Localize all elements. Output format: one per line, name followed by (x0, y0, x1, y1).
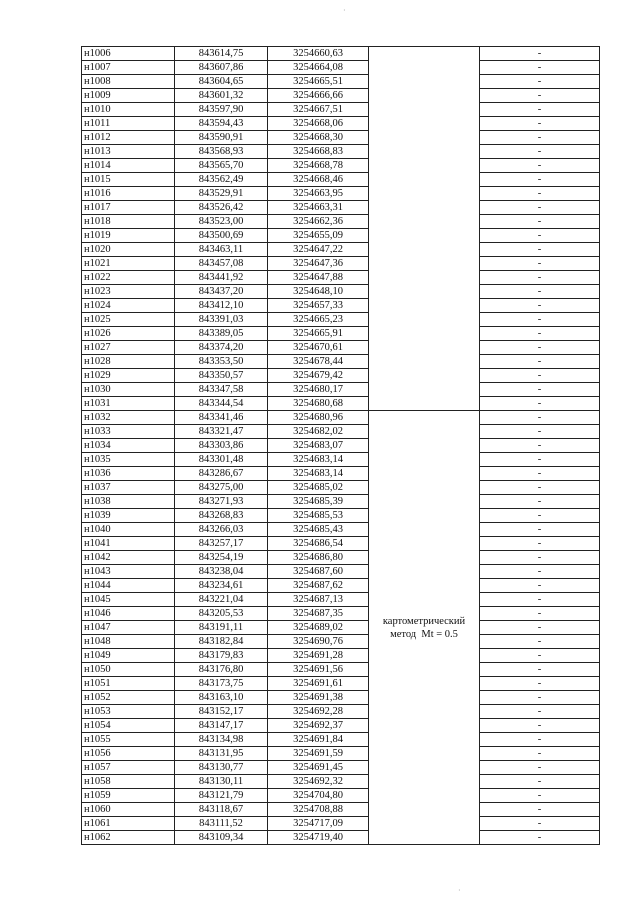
coord-x-cell: 843234,61 (175, 579, 268, 593)
coord-x-cell: 843152,17 (175, 705, 268, 719)
coord-x-cell: 843130,77 (175, 761, 268, 775)
coord-x-cell: 843529,91 (175, 187, 268, 201)
point-name-cell: н1040 (82, 523, 175, 537)
point-name-cell: н1026 (82, 327, 175, 341)
coord-y-cell: 3254685,39 (268, 495, 369, 509)
point-name-cell: н1048 (82, 635, 175, 649)
note-cell: - (480, 75, 600, 89)
note-cell: - (480, 369, 600, 383)
point-name-cell: н1042 (82, 551, 175, 565)
table-row (82, 593, 600, 607)
note-cell: - (480, 411, 600, 425)
coord-x-cell: 843341,46 (175, 411, 268, 425)
coord-x-cell: 843271,93 (175, 495, 268, 509)
note-cell: - (480, 327, 600, 341)
coord-x-cell: 843347,58 (175, 383, 268, 397)
coord-x-cell: 843179,83 (175, 649, 268, 663)
point-name-cell: н1037 (82, 481, 175, 495)
coord-x-cell: 843463,11 (175, 243, 268, 257)
coord-y-cell: 3254660,63 (268, 47, 369, 61)
table-row (82, 411, 600, 425)
note-cell: - (480, 173, 600, 187)
coord-x-cell: 843118,67 (175, 803, 268, 817)
point-name-cell: н1031 (82, 397, 175, 411)
coord-y-cell: 3254687,35 (268, 607, 369, 621)
coord-y-cell: 3254668,06 (268, 117, 369, 131)
note-cell: - (480, 635, 600, 649)
table-row (82, 103, 600, 117)
note-cell: - (480, 565, 600, 579)
coord-y-cell: 3254680,68 (268, 397, 369, 411)
note-cell: - (480, 495, 600, 509)
note-cell: - (480, 229, 600, 243)
note-cell: - (480, 719, 600, 733)
table-row (82, 327, 600, 341)
coord-x-cell: 843391,03 (175, 313, 268, 327)
table-row (82, 509, 600, 523)
note-cell: - (480, 607, 600, 621)
note-cell: - (480, 299, 600, 313)
point-name-cell: н1046 (82, 607, 175, 621)
coord-y-cell: 3254719,40 (268, 831, 369, 845)
table-row (82, 789, 600, 803)
coord-y-cell: 3254691,28 (268, 649, 369, 663)
coord-y-cell: 3254668,78 (268, 159, 369, 173)
table-row (82, 131, 600, 145)
coord-x-cell: 843350,57 (175, 369, 268, 383)
note-cell: - (480, 705, 600, 719)
coord-x-cell: 843275,00 (175, 481, 268, 495)
coord-y-cell: 3254685,02 (268, 481, 369, 495)
coord-y-cell: 3254647,36 (268, 257, 369, 271)
coord-x-cell: 843523,00 (175, 215, 268, 229)
table-row (82, 453, 600, 467)
table-row (82, 341, 600, 355)
note-cell: - (480, 523, 600, 537)
note-cell: - (480, 47, 600, 61)
coord-x-cell: 843590,91 (175, 131, 268, 145)
point-name-cell: н1038 (82, 495, 175, 509)
coord-x-cell: 843163,10 (175, 691, 268, 705)
table-row (82, 691, 600, 705)
coord-x-cell: 843191,11 (175, 621, 268, 635)
coord-y-cell: 3254680,96 (268, 411, 369, 425)
table-row (82, 89, 600, 103)
point-name-cell: н1054 (82, 719, 175, 733)
note-cell: - (480, 383, 600, 397)
note-cell: - (480, 761, 600, 775)
table-row (82, 75, 600, 89)
coord-y-cell: 3254665,51 (268, 75, 369, 89)
point-name-cell: н1009 (82, 89, 175, 103)
coord-y-cell: 3254657,33 (268, 299, 369, 313)
table-row (82, 425, 600, 439)
coord-y-cell: 3254666,66 (268, 89, 369, 103)
coord-x-cell: 843601,32 (175, 89, 268, 103)
note-cell: - (480, 467, 600, 481)
coord-x-cell: 843147,17 (175, 719, 268, 733)
coord-y-cell: 3254683,07 (268, 439, 369, 453)
table-row (82, 775, 600, 789)
note-cell: - (480, 425, 600, 439)
coord-x-cell: 843121,79 (175, 789, 268, 803)
coord-x-cell: 843344,54 (175, 397, 268, 411)
coord-y-cell: 3254691,45 (268, 761, 369, 775)
point-name-cell: н1011 (82, 117, 175, 131)
coord-x-cell: 843257,17 (175, 537, 268, 551)
note-cell: - (480, 747, 600, 761)
coord-y-cell: 3254647,88 (268, 271, 369, 285)
coord-x-cell: 843176,80 (175, 663, 268, 677)
coord-x-cell: 843441,92 (175, 271, 268, 285)
table-row (82, 299, 600, 313)
point-name-cell: н1033 (82, 425, 175, 439)
point-name-cell: н1053 (82, 705, 175, 719)
table-row (82, 61, 600, 75)
point-name-cell: н1059 (82, 789, 175, 803)
coord-x-cell: 843457,08 (175, 257, 268, 271)
coord-y-cell: 3254664,08 (268, 61, 369, 75)
table-row (82, 397, 600, 411)
coord-y-cell: 3254686,54 (268, 537, 369, 551)
coord-x-cell: 843526,42 (175, 201, 268, 215)
coord-y-cell: 3254647,22 (268, 243, 369, 257)
coord-y-cell: 3254668,83 (268, 145, 369, 159)
note-cell: - (480, 131, 600, 145)
coord-x-cell: 843238,04 (175, 565, 268, 579)
coord-y-cell: 3254648,10 (268, 285, 369, 299)
note-cell: - (480, 803, 600, 817)
point-name-cell: н1017 (82, 201, 175, 215)
table-row (82, 621, 600, 635)
point-name-cell: н1043 (82, 565, 175, 579)
point-name-cell: н1056 (82, 747, 175, 761)
coord-y-cell: 3254665,91 (268, 327, 369, 341)
table-row (82, 285, 600, 299)
note-cell: - (480, 187, 600, 201)
coord-x-cell: 843568,93 (175, 145, 268, 159)
point-name-cell: н1036 (82, 467, 175, 481)
point-name-cell: н1028 (82, 355, 175, 369)
coord-x-cell: 843130,11 (175, 775, 268, 789)
coord-y-cell: 3254704,80 (268, 789, 369, 803)
point-name-cell: н1030 (82, 383, 175, 397)
note-cell: - (480, 593, 600, 607)
coord-x-cell: 843594,43 (175, 117, 268, 131)
coord-y-cell: 3254663,95 (268, 187, 369, 201)
table-row (82, 145, 600, 159)
table-row (82, 761, 600, 775)
coord-x-cell: 843597,90 (175, 103, 268, 117)
coord-x-cell: 843254,19 (175, 551, 268, 565)
point-name-cell: н1020 (82, 243, 175, 257)
coord-x-cell: 843614,75 (175, 47, 268, 61)
point-name-cell: н1024 (82, 299, 175, 313)
method-cell (369, 411, 480, 845)
coord-x-cell: 843182,84 (175, 635, 268, 649)
table-row (82, 159, 600, 173)
point-name-cell: н1022 (82, 271, 175, 285)
note-cell: - (480, 509, 600, 523)
table-row (82, 215, 600, 229)
scan-speck: · (343, 6, 346, 15)
coord-x-cell: 843173,75 (175, 677, 268, 691)
coord-x-cell: 843131,95 (175, 747, 268, 761)
coord-y-cell: 3254689,02 (268, 621, 369, 635)
table-row (82, 607, 600, 621)
coord-x-cell: 843301,48 (175, 453, 268, 467)
coord-x-cell: 843500,69 (175, 229, 268, 243)
point-name-cell: н1007 (82, 61, 175, 75)
table-row (82, 495, 600, 509)
coord-y-cell: 3254678,44 (268, 355, 369, 369)
note-cell: - (480, 215, 600, 229)
table-row (82, 355, 600, 369)
point-name-cell: н1008 (82, 75, 175, 89)
point-name-cell: н1051 (82, 677, 175, 691)
coord-x-cell: 843266,03 (175, 523, 268, 537)
coord-x-cell: 843205,53 (175, 607, 268, 621)
note-cell: - (480, 145, 600, 159)
point-name-cell: н1025 (82, 313, 175, 327)
note-cell: - (480, 257, 600, 271)
table-row (82, 271, 600, 285)
note-cell: - (480, 537, 600, 551)
coord-y-cell: 3254687,62 (268, 579, 369, 593)
table-row (82, 733, 600, 747)
table-row (82, 803, 600, 817)
coord-y-cell: 3254683,14 (268, 453, 369, 467)
table-row (82, 523, 600, 537)
coord-y-cell: 3254717,09 (268, 817, 369, 831)
point-name-cell: н1049 (82, 649, 175, 663)
point-name-cell: н1029 (82, 369, 175, 383)
point-name-cell: н1055 (82, 733, 175, 747)
coord-x-cell: 843303,86 (175, 439, 268, 453)
table-row (82, 649, 600, 663)
note-cell: - (480, 271, 600, 285)
note-cell: - (480, 439, 600, 453)
point-name-cell: н1034 (82, 439, 175, 453)
coord-x-cell: 843607,86 (175, 61, 268, 75)
table-row (82, 719, 600, 733)
coord-y-cell: 3254663,31 (268, 201, 369, 215)
point-name-cell: н1039 (82, 509, 175, 523)
note-cell: - (480, 285, 600, 299)
point-name-cell: н1021 (82, 257, 175, 271)
method-label-line2: метод Mt = 0.5 (390, 628, 458, 640)
note-cell: - (480, 89, 600, 103)
coord-y-cell: 3254691,38 (268, 691, 369, 705)
coord-x-cell: 843374,20 (175, 341, 268, 355)
coord-y-cell: 3254682,02 (268, 425, 369, 439)
note-cell: - (480, 789, 600, 803)
point-name-cell: н1032 (82, 411, 175, 425)
note-cell: - (480, 453, 600, 467)
point-name-cell: н1062 (82, 831, 175, 845)
table-row (82, 635, 600, 649)
coord-x-cell: 843321,47 (175, 425, 268, 439)
table-row (82, 257, 600, 271)
coord-y-cell: 3254691,59 (268, 747, 369, 761)
coord-y-cell: 3254668,46 (268, 173, 369, 187)
coord-y-cell: 3254687,13 (268, 593, 369, 607)
note-cell: - (480, 117, 600, 131)
table-row (82, 831, 600, 845)
method-cell-empty (369, 47, 480, 411)
point-name-cell: н1013 (82, 145, 175, 159)
note-cell: - (480, 817, 600, 831)
coord-y-cell: 3254668,30 (268, 131, 369, 145)
coord-y-cell: 3254683,14 (268, 467, 369, 481)
table-row (82, 313, 600, 327)
coord-x-cell: 843565,70 (175, 159, 268, 173)
point-name-cell: н1057 (82, 761, 175, 775)
point-name-cell: н1061 (82, 817, 175, 831)
point-name-cell: н1019 (82, 229, 175, 243)
point-name-cell: н1023 (82, 285, 175, 299)
coord-x-cell: 843111,52 (175, 817, 268, 831)
table-row (82, 47, 600, 61)
note-cell: - (480, 243, 600, 257)
method-label-line1: картометрический (382, 615, 466, 627)
point-name-cell: н1012 (82, 131, 175, 145)
note-cell: - (480, 691, 600, 705)
note-cell: - (480, 355, 600, 369)
point-name-cell: н1010 (82, 103, 175, 117)
table-row (82, 663, 600, 677)
coord-y-cell: 3254692,37 (268, 719, 369, 733)
coord-x-cell: 843134,98 (175, 733, 268, 747)
coord-y-cell: 3254690,76 (268, 635, 369, 649)
note-cell: - (480, 733, 600, 747)
note-cell: - (480, 159, 600, 173)
note-cell: - (480, 481, 600, 495)
point-name-cell: н1018 (82, 215, 175, 229)
table-row (82, 383, 600, 397)
coord-y-cell: 3254685,53 (268, 509, 369, 523)
note-cell: - (480, 201, 600, 215)
note-cell: - (480, 579, 600, 593)
coord-x-cell: 843268,83 (175, 509, 268, 523)
coord-y-cell: 3254687,60 (268, 565, 369, 579)
coord-x-cell: 843562,49 (175, 173, 268, 187)
table-row (82, 369, 600, 383)
coord-y-cell: 3254686,80 (268, 551, 369, 565)
note-cell: - (480, 61, 600, 75)
coord-x-cell: 843389,05 (175, 327, 268, 341)
coord-y-cell: 3254691,61 (268, 677, 369, 691)
table-row (82, 705, 600, 719)
table-row (82, 677, 600, 691)
table-row (82, 243, 600, 257)
table-row (82, 481, 600, 495)
table-row (82, 117, 600, 131)
coord-y-cell: 3254685,43 (268, 523, 369, 537)
note-cell: - (480, 313, 600, 327)
point-name-cell: н1016 (82, 187, 175, 201)
coord-y-cell: 3254655,09 (268, 229, 369, 243)
point-name-cell: н1044 (82, 579, 175, 593)
table-row (82, 551, 600, 565)
point-name-cell: н1041 (82, 537, 175, 551)
coord-x-cell: 843109,34 (175, 831, 268, 845)
coord-y-cell: 3254665,23 (268, 313, 369, 327)
coord-y-cell: 3254692,32 (268, 775, 369, 789)
coord-y-cell: 3254680,17 (268, 383, 369, 397)
note-cell: - (480, 831, 600, 845)
table-row (82, 817, 600, 831)
coord-y-cell: 3254670,61 (268, 341, 369, 355)
point-name-cell: н1045 (82, 593, 175, 607)
note-cell: - (480, 103, 600, 117)
table-row (82, 229, 600, 243)
coord-y-cell: 3254691,56 (268, 663, 369, 677)
note-cell: - (480, 551, 600, 565)
coord-x-cell: 843286,67 (175, 467, 268, 481)
coord-x-cell: 843353,50 (175, 355, 268, 369)
note-cell: - (480, 677, 600, 691)
note-cell: - (480, 775, 600, 789)
point-name-cell: н1058 (82, 775, 175, 789)
coord-x-cell: 843604,65 (175, 75, 268, 89)
point-name-cell: н1006 (82, 47, 175, 61)
point-name-cell: н1052 (82, 691, 175, 705)
coord-y-cell: 3254692,28 (268, 705, 369, 719)
table-row (82, 537, 600, 551)
table-row (82, 173, 600, 187)
note-cell: - (480, 663, 600, 677)
point-name-cell: н1027 (82, 341, 175, 355)
table-row (82, 565, 600, 579)
coord-y-cell: 3254691,84 (268, 733, 369, 747)
point-name-cell: н1014 (82, 159, 175, 173)
coord-x-cell: 843221,04 (175, 593, 268, 607)
point-name-cell: н1050 (82, 663, 175, 677)
scan-speck: · (458, 886, 461, 895)
table-row (82, 467, 600, 481)
note-cell: - (480, 621, 600, 635)
coord-x-cell: 843437,20 (175, 285, 268, 299)
table-row (82, 201, 600, 215)
table-row (82, 747, 600, 761)
note-cell: - (480, 649, 600, 663)
coord-x-cell: 843412,10 (175, 299, 268, 313)
point-name-cell: н1035 (82, 453, 175, 467)
table-row (82, 187, 600, 201)
note-cell: - (480, 341, 600, 355)
table-row (82, 579, 600, 593)
coordinates-table-body (82, 47, 600, 845)
coord-y-cell: 3254679,42 (268, 369, 369, 383)
coord-y-cell: 3254667,51 (268, 103, 369, 117)
point-name-cell: н1060 (82, 803, 175, 817)
table-row (82, 439, 600, 453)
coord-y-cell: 3254662,36 (268, 215, 369, 229)
point-name-cell: н1015 (82, 173, 175, 187)
note-cell: - (480, 397, 600, 411)
point-name-cell: н1047 (82, 621, 175, 635)
coord-y-cell: 3254708,88 (268, 803, 369, 817)
coordinates-table (81, 46, 600, 845)
